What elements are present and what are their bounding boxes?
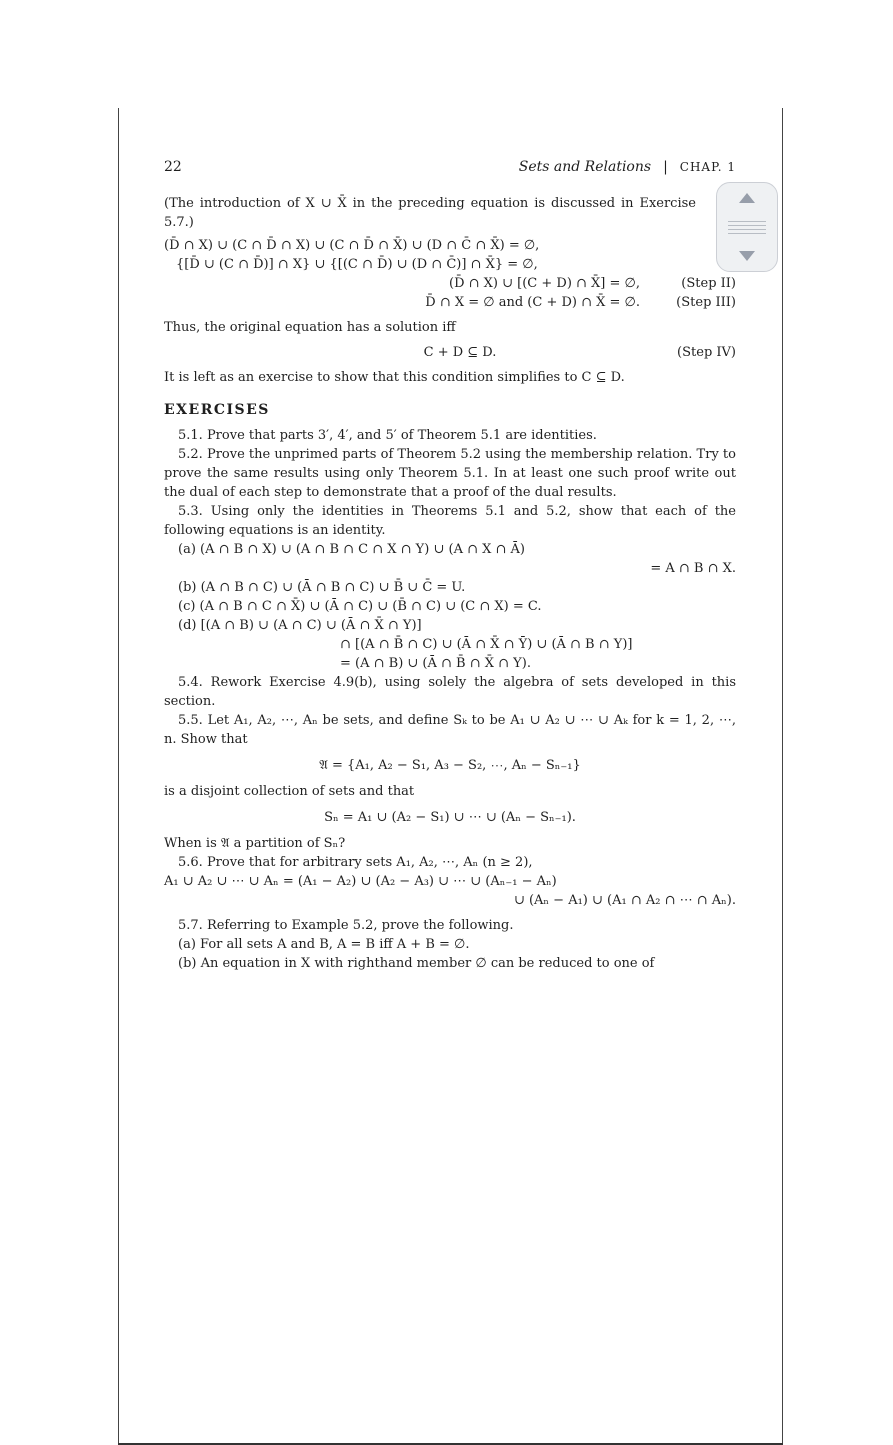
exercise-5-7-b: (b) An equation in X with righthand member ∅ can be reduced to one of [178, 956, 655, 971]
derivation-line-4 [164, 293, 736, 312]
page-number: 22 [164, 159, 182, 175]
exercise-5-7-a: (a) For all sets A and B, A = B iff A + B = ∅. [178, 937, 470, 952]
running-head-chapter: CHAP. 1 [679, 160, 736, 174]
exercise-5-5-question: When is 𝔄 a partition of Sₙ? [164, 836, 346, 851]
page-header [164, 158, 736, 177]
exercise-note: It is left as an exercise to show that this condition simplifies to C ⊆ D. [164, 370, 625, 385]
exercise-5-5-eq-1: 𝔄 = {A₁, A₂ − S₁, A₃ − S₂, ⋯, Aₙ − Sₙ₋₁} [319, 758, 581, 773]
step-label-iv: (Step IV) [677, 345, 736, 360]
exercise-5-3-a-result: = A ∩ B ∩ X. [650, 561, 736, 576]
running-head-title: Sets and Relations [518, 159, 652, 175]
derivation-line-2: {[D̄ ∪ (C ∩ D̄)] ∩ X} ∪ {[(C ∩ D̄) ∪ (D ∩ C̄)] ∩ X̄} = ∅, [176, 257, 538, 272]
exercise-5-5-intro: 5.5. Let A₁, A₂, ⋯, Aₙ be sets, and define Sₖ to be A₁ ∪ A₂ ∪ ⋯ ∪ Aₖ for k = 1, 2, ⋯, n. Show that [164, 713, 736, 747]
exercise-5-4: 5.4. Rework Exercise 4.9(b), using solely the algebra of sets developed in this section. [164, 675, 736, 709]
exercise-5-3-d: (d) [(A ∩ B) ∪ (A ∩ C) ∪ (Ā ∩ X̄ ∩ Y)] [178, 618, 422, 633]
derivation-expr-3: (D̄ ∩ X) ∪ [(C + D) ∩ X̄] = ∅, [449, 276, 640, 291]
exercise-5-3-d-line-2: ∩ [(A ∩ B̄ ∩ C) ∪ (Ā ∩ X̄ ∩ Ȳ) ∪ (Ā ∩ B ∩ Y)] [340, 637, 633, 652]
exercise-5-5-eq-2: Sₙ = A₁ ∪ (A₂ − S₁) ∪ ⋯ ∪ (Aₙ − Sₙ₋₁). [324, 810, 576, 825]
exercise-5-7-intro: 5.7. Referring to Example 5.2, prove the following. [178, 918, 514, 933]
running-head-separator: | [663, 159, 668, 175]
page-scroll-control[interactable] [716, 182, 778, 272]
exercise-5-3-intro: 5.3. Using only the identities in Theorems 5.1 and 5.2, show that each of the following equations is an identity. [164, 504, 736, 538]
exercise-5-3-b: (b) (A ∩ B ∩ C) ∪ (Ā ∩ B ∩ C) ∪ B̄ ∪ C̄ = U. [178, 580, 466, 595]
exercise-5-1: 5.1. Prove that parts 3′, 4′, and 5′ of Theorem 5.1 are identities. [178, 428, 597, 443]
exercise-5-3-d-line-3: = (A ∩ B) ∪ (Ā ∩ B̄ ∩ X̄ ∩ Y). [340, 656, 531, 671]
exercise-5-6-eq-2: ∪ (Aₙ − A₁) ∪ (A₁ ∩ A₂ ∩ ⋯ ∩ Aₙ). [513, 893, 736, 908]
page-content [164, 158, 736, 973]
exercise-5-3-c: (c) (A ∩ B ∩ C ∩ X̄) ∪ (Ā ∩ C) ∪ (B̄ ∩ C) ∪ (C ∩ X) = C. [178, 599, 542, 614]
exercise-5-3-a: (a) (A ∩ B ∩ X) ∪ (A ∩ B ∩ C ∩ X ∩ Y) ∪ (A ∩ X ∩ Ā) [178, 542, 525, 557]
exercise-5-6-intro: 5.6. Prove that for arbitrary sets A₁, A₂, ⋯, Aₙ (n ≥ 2), [178, 855, 533, 870]
step-label-ii: (Step II) [681, 276, 736, 291]
derivation-expr-4: D̄ ∩ X = ∅ and (C + D) ∩ X̄ = ∅. [425, 295, 640, 310]
step-label-iii: (Step III) [676, 295, 736, 310]
exercises-heading: EXERCISES [164, 402, 270, 418]
thus-paragraph: Thus, the original equation has a solution iff [164, 320, 456, 335]
running-head [519, 158, 736, 177]
chevron-down-icon[interactable] [739, 251, 755, 261]
condition-expr: C + D ⊆ D. [423, 345, 497, 360]
derivation-line-1: (D̄ ∩ X) ∪ (C ∩ D̄ ∩ X) ∪ (C ∩ D̄ ∩ X̄) ∪ (D ∩ C̄ ∩ X̄) = ∅, [164, 238, 540, 253]
exercise-5-5-mid: is a disjoint collection of sets and that [164, 784, 415, 799]
intro-paragraph: (The introduction of X ∪ X̄ in the preceding equation is discussed in Exercise 5.7.) [164, 196, 696, 230]
exercise-5-6-eq-1: A₁ ∪ A₂ ∪ ⋯ ∪ Aₙ = (A₁ − A₂) ∪ (A₂ − A₃) ∪ ⋯ ∪ (Aₙ₋₁ − Aₙ) [164, 874, 557, 889]
scroll-grip[interactable] [728, 221, 766, 234]
derivation-line-3 [164, 274, 736, 293]
condition-line [164, 343, 736, 362]
exercise-5-2: 5.2. Prove the unprimed parts of Theorem 5.2 using the membership relation. Try to prove the same results using only Theorem 5.1. In at least one such proof write out the dual of each step to demonstrate that a proof of the dual results. [164, 447, 736, 500]
chevron-up-icon[interactable] [739, 193, 755, 203]
